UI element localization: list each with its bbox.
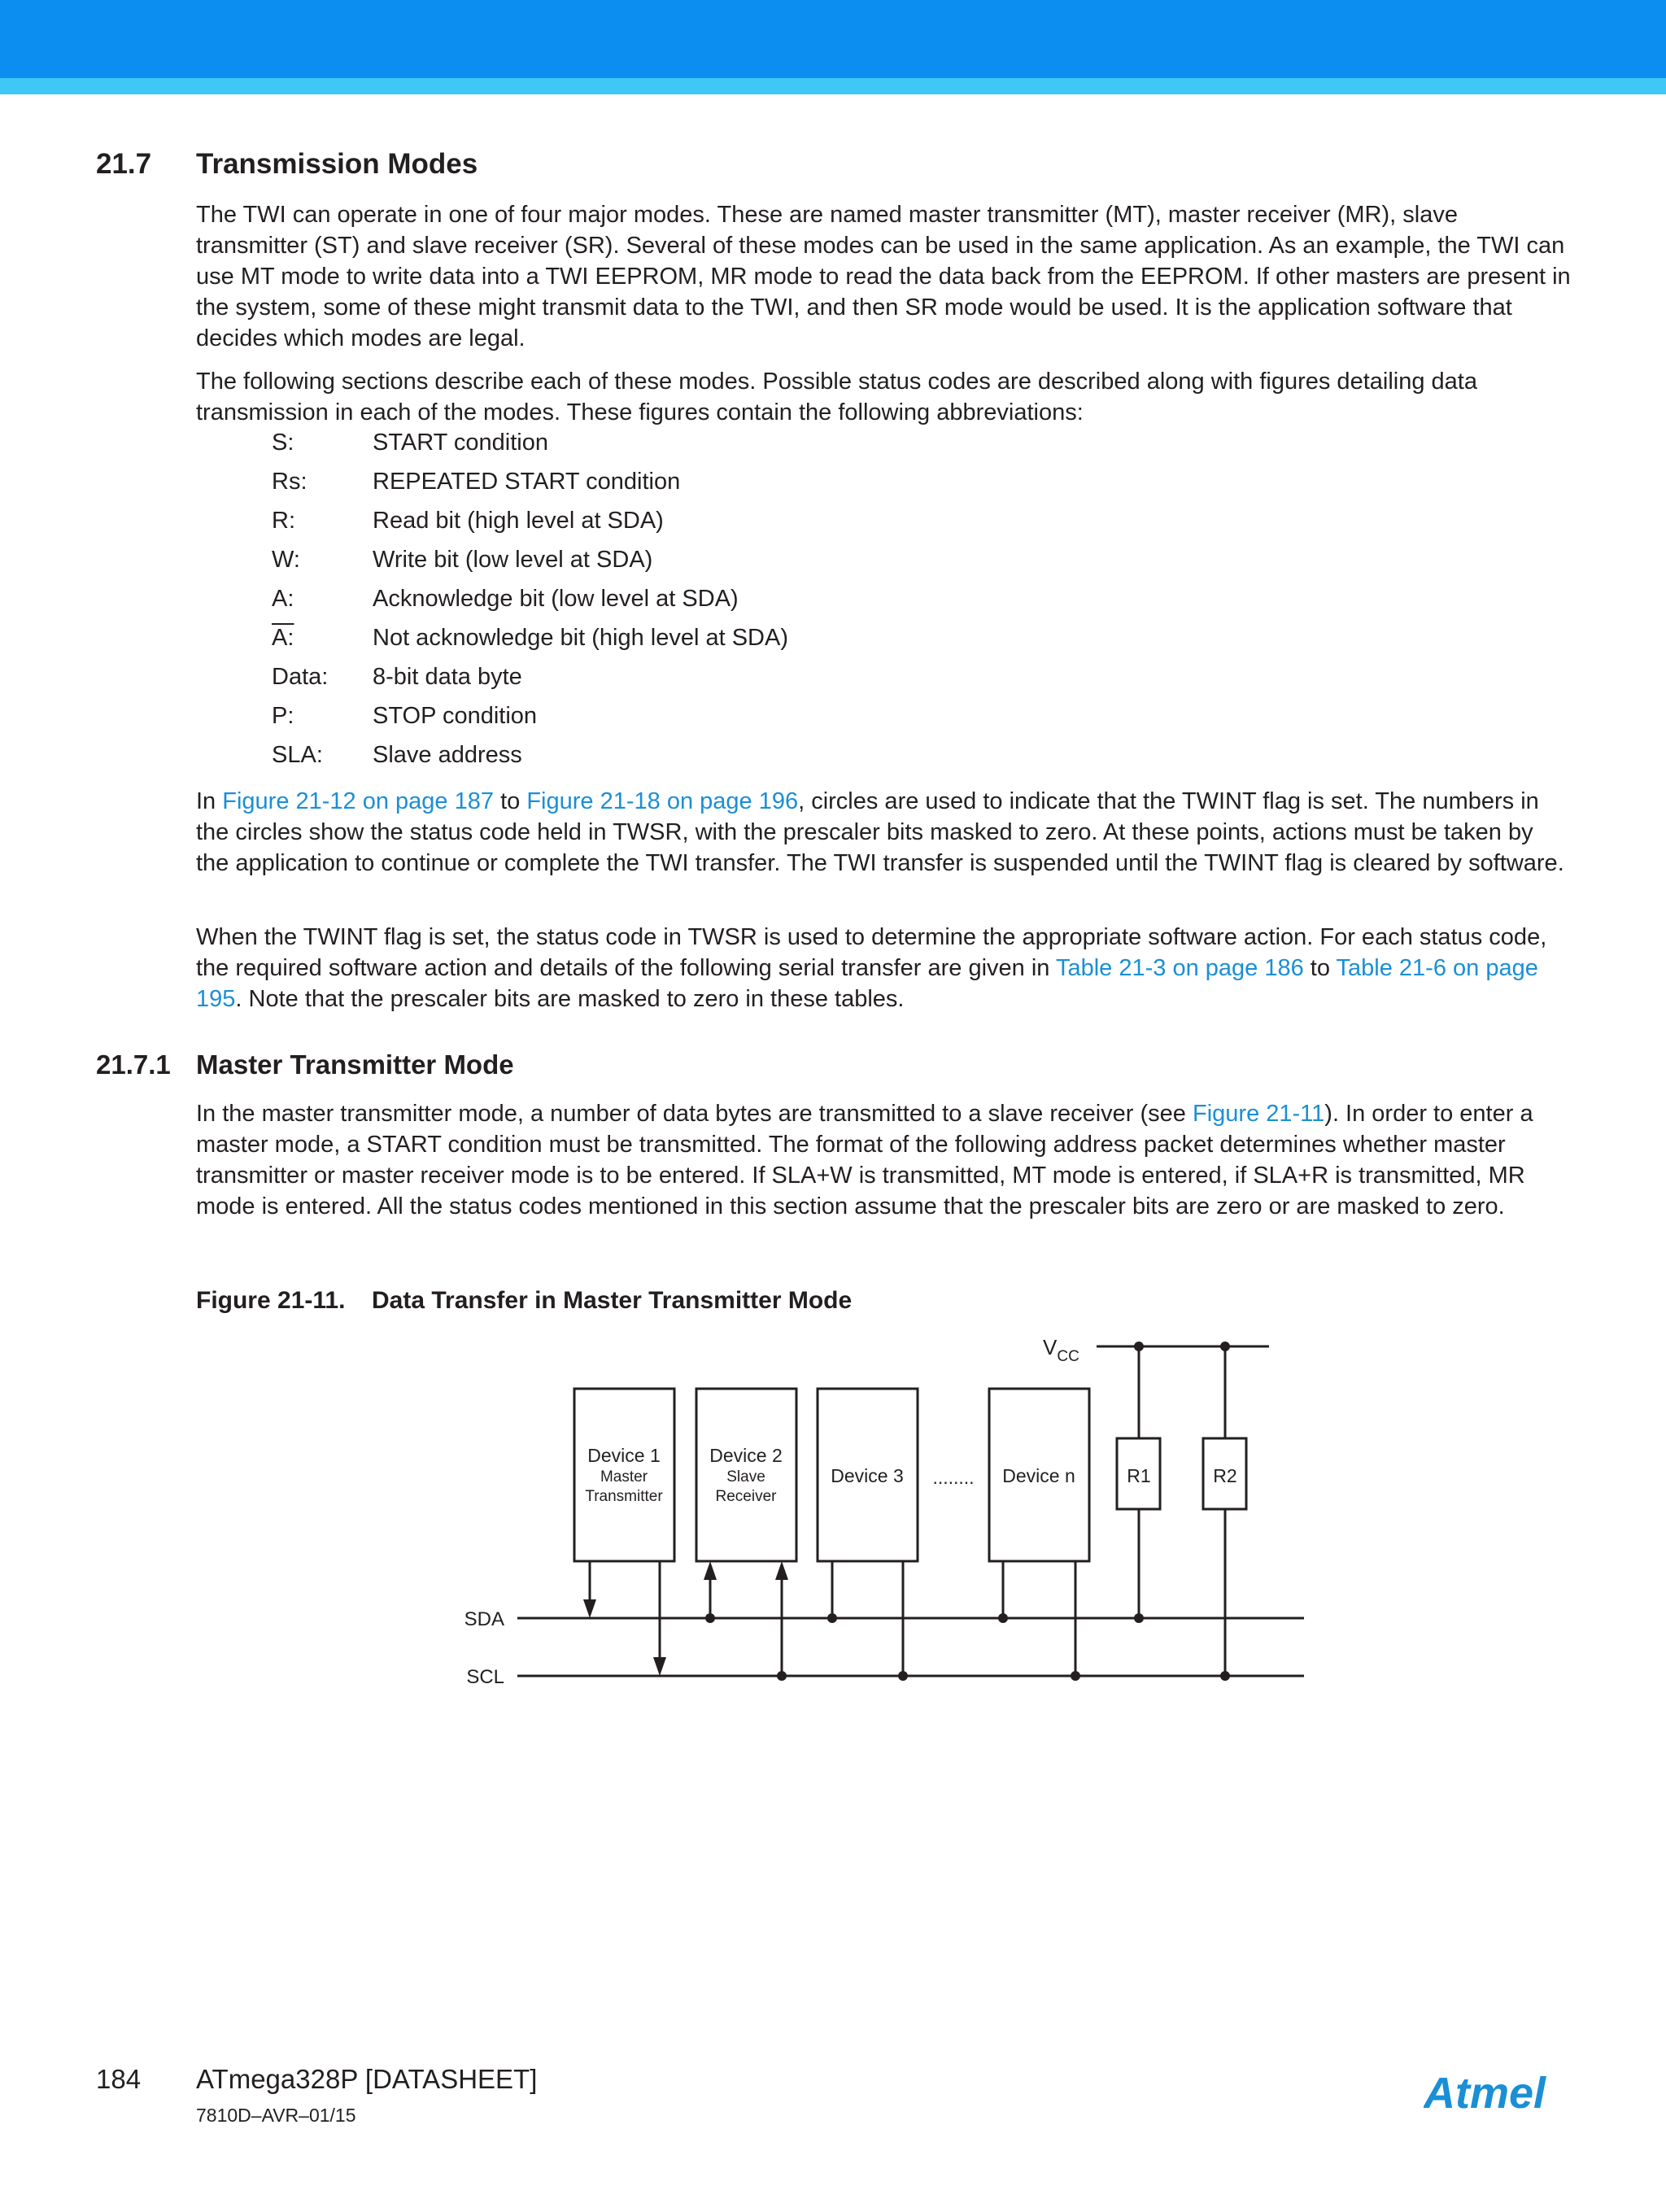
paragraph-text: When the TWINT flag is set, the status code in TWSR is used to determine the appropriate software action. For each status code, the required software action and details of the following serial transfer are given in <box>196 924 1547 981</box>
figure-label: Figure 21-11. <box>196 1287 346 1314</box>
subsection-title: Master Transmitter Mode <box>196 1049 514 1080</box>
device-1-role: Master <box>600 1468 648 1486</box>
abbreviation-key-not-ack: A: <box>272 625 294 651</box>
document-title: ATmega328P [DATASHEET] <box>196 2064 538 2094</box>
abbreviation-key: SLA: <box>272 742 323 768</box>
abbreviation-value: REPEATED START condition <box>373 469 681 495</box>
ellipsis-dots: ........ <box>932 1467 975 1488</box>
intro-paragraph-1: The TWI can operate in one of four major modes. These are named master transmitter (MT), master receiver (MR), slave transmitter (ST) and slave receiver (SR). Several of these modes can be used in the same application. As an example, the TWI can use MT mode to write data into a TWI EEPROM, MR mode to read the data back from the EEPROM. If other masters are present in the system, some of these might transmit data to the TWI, and then SR mode would be used. It is the application software that decides which modes are legal. <box>196 202 1571 351</box>
abbreviation-key: R: <box>272 508 295 534</box>
paragraph-text: to <box>1303 955 1337 981</box>
device-2-role-2: Receiver <box>715 1488 777 1505</box>
table-21-6-link[interactable]: Table 21-6 on page 195 <box>196 955 1538 1012</box>
device-2-name: Device 2 <box>709 1445 783 1466</box>
paragraph-text: ). In order to enter a master mode, a START condition must be transmitted. The format of the following address packet determines whether master transmitter or master receiver mode is to be entered. If SLA+W is transmitted, MT mode is entered, if SLA+R is transmitted, MR mode is entered. All the status codes mentioned in this section assume that the prescaler bits are zero or are masked to zero. <box>196 1101 1533 1219</box>
device-1-name: Device 1 <box>587 1445 661 1466</box>
device-1-scl-arrow <box>653 1657 666 1676</box>
paragraph-text: In the master transmitter mode, a number of data bytes are transmitted to a slave receiver (see <box>196 1101 1193 1127</box>
figure-21-11-link[interactable]: Figure 21-11 <box>1193 1101 1325 1127</box>
paragraph-text: to <box>494 788 527 814</box>
abbreviation-key: Rs: <box>272 469 307 495</box>
document-id: 7810D–AVR–01/15 <box>196 2105 356 2126</box>
scl-label: SCL <box>466 1666 504 1688</box>
abbreviation-value: STOP condition <box>373 703 538 729</box>
device-3-name: Device 3 <box>831 1465 904 1486</box>
vcc-label: $V_{CC}$ <box>1043 1335 1079 1365</box>
table-21-3-link[interactable]: Table 21-3 on page 186 <box>1055 955 1304 981</box>
device-2-scl-arrow <box>775 1561 788 1580</box>
section-number: 21.7 <box>96 148 152 180</box>
abbreviation-key: Data: <box>272 664 329 690</box>
paragraph-text: In <box>196 788 223 814</box>
device-n-name: Device n <box>1002 1465 1075 1486</box>
device-2-sda-arrow <box>704 1561 717 1580</box>
abbreviation-value: START condition <box>373 430 548 456</box>
device-2-role: Slave <box>726 1468 765 1486</box>
abbreviation-value: Write bit (low level at SDA) <box>373 547 653 573</box>
abbreviation-value: 8-bit data byte <box>373 664 522 690</box>
subsection-number: 21.7.1 <box>96 1049 171 1080</box>
section-title: Transmission Modes <box>196 148 478 180</box>
abbreviation-key: P: <box>272 703 294 729</box>
device-1-role-2: Transmitter <box>585 1488 663 1505</box>
sda-label: SDA <box>464 1608 504 1630</box>
paragraph-text: . Note that the prescaler bits are masked to zero in these tables. <box>235 986 905 1012</box>
device-1-sda-arrow <box>583 1599 596 1618</box>
intro-paragraph-2: The following sections describe each of these modes. Possible status codes are described along with figures detailing data transmission in each of the modes. These figures contain the following abbreviations: <box>196 369 1477 425</box>
paragraph-text: , circles are used to indicate that the TWINT flag is set. The numbers in the circles show the status code held in TWSR, with the prescaler bits masked to zero. At these points, actions must be taken by the application to continue or complete the TWI transfer. The TWI transfer is suspended until the TWINT flag is cleared by software. <box>196 788 1564 876</box>
figure-21-18-link[interactable]: Figure 21-18 on page 196 <box>526 788 799 814</box>
r2-label: R2 <box>1213 1465 1237 1486</box>
abbreviation-key: W: <box>272 547 300 573</box>
abbreviation-value: Acknowledge bit (low level at SDA) <box>373 586 739 612</box>
figure-21-12-link[interactable]: Figure 21-12 on page 187 <box>222 788 495 814</box>
abbreviation-value: Slave address <box>373 742 522 768</box>
abbreviation-key: S: <box>272 430 294 456</box>
abbreviation-value: Read bit (high level at SDA) <box>373 508 664 534</box>
r1-label: R1 <box>1127 1465 1151 1486</box>
figure-title: Data Transfer in Master Transmitter Mode <box>372 1287 853 1314</box>
abbreviation-key: A: <box>272 586 294 612</box>
abbreviation-value: Not acknowledge bit (high level at SDA) <box>373 625 788 651</box>
atmel-logo-text: Atmel <box>1424 2070 1546 2118</box>
atmel-logo <box>1424 2070 1570 2119</box>
page-number: 184 <box>96 2064 142 2094</box>
